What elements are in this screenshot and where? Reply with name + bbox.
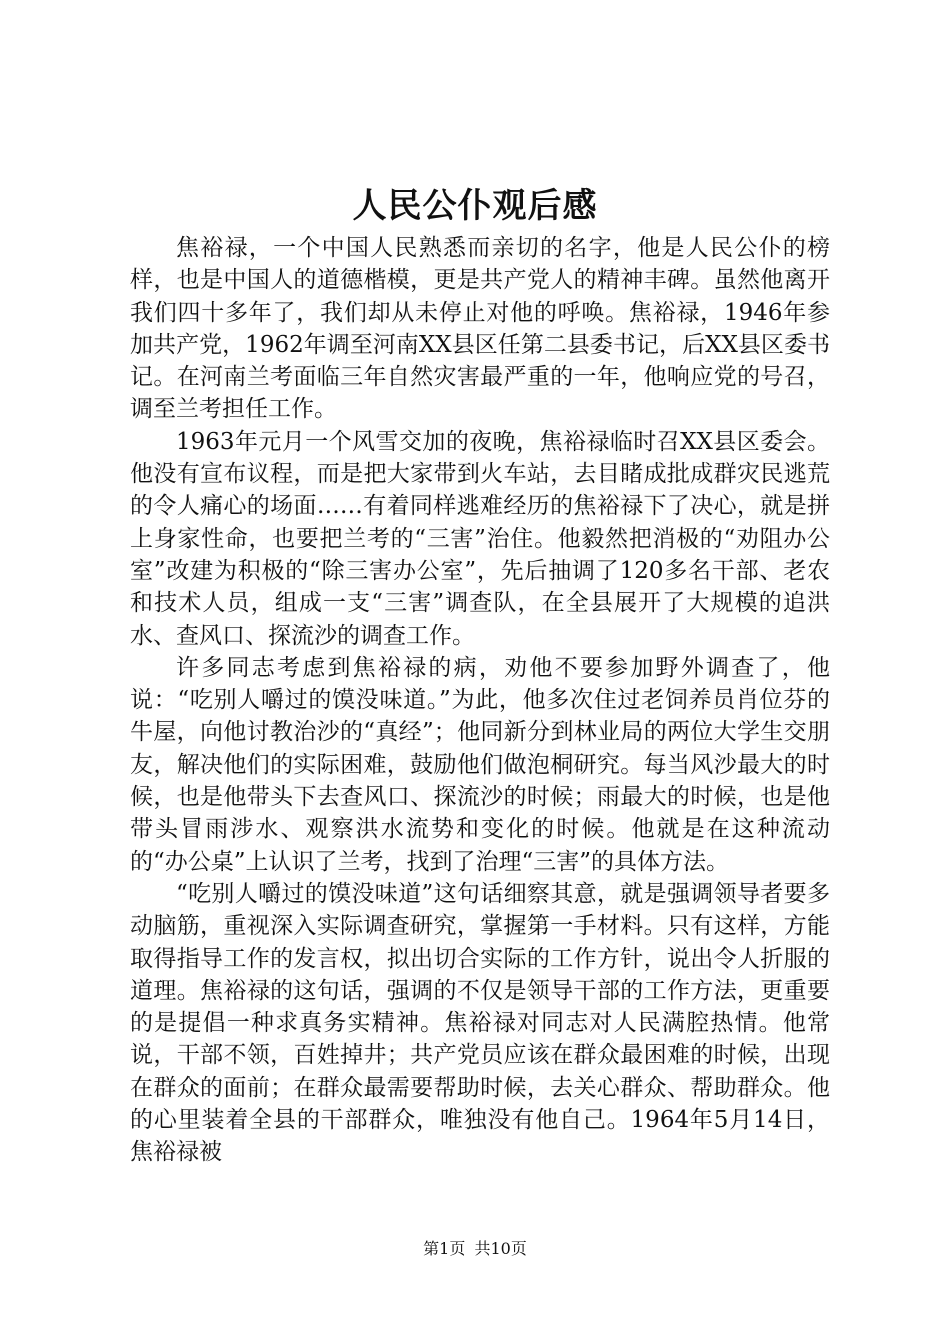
paragraph-1: 焦裕禄，一个中国人民熟悉而亲切的名字，他是人民公仆的榜样，也是中国人的道德楷模，更是共产党人的精神丰碑。虽然他离开我们四十多年了，我们却从未停止对他的呼唤。焦裕禄，1946年参加共产党，1962年调至河南XX县区任第二县委书记，后XX县区委书记。在河南兰考面临三年自然灾害最严重的一年，他响应党的号召，调至兰考担任工作。	[130, 235, 830, 423]
document-title: 人民公仆观后感	[352, 186, 598, 226]
paragraph-4: “吃别人嚼过的馍没味道”这句话细察其意，就是强调领导者要多动脑筋，重视深入实际调查研究，掌握第一手材料。只有这样，方能取得指导工作的发言权，拟出切合实际的工作方针，说出令人折服的道理。焦裕禄的这句话，强调的不仅是领导干部的工作方法，更重要的是提倡一种求真务实精神。焦裕禄对同志对人民满腔热情。他常说，干部不领，百姓掉井；共产党员应该在群众最困难的时候，出现在群众的面前；在群众最需要帮助时候，去关心群众、帮助群众。他的心里装着全县的干部群众，唯独没有他自己。1964年5月14日，焦裕禄被	[130, 880, 830, 1166]
page-footer	[0, 1238, 950, 1260]
page-total: 共10页	[474, 1239, 527, 1258]
document-body	[130, 232, 830, 1169]
paragraph-3: 许多同志考虑到焦裕禄的病，劝他不要参加野外调查了，他说：“吃别人嚼过的馍没味道。”为此，他多次住过老饲养员肖位芬的牛屋，向他讨教治沙的“真经”；他同新分到林业局的两位大学生交朋友，解决他们的实际困难，鼓励他们做泡桐研究。每当风沙最大的时候，也是他带头下去查风口、探流沙的时候；雨最大的时候，也是他带头冒雨涉水、观察洪水流势和变化的时候。他就是在这种流动的“办公桌”上认识了兰考，找到了治理“三害”的具体方法。	[130, 654, 830, 875]
paragraph-2: 1963年元月一个风雪交加的夜晚，焦裕禄临时召XX县区委会。他没有宣布议程，而是把大家带到火车站，去目睹成批成群灾民逃荒的令人痛心的场面……有着同样逃难经历的焦裕禄下了决心，就是拼上身家性命，也要把兰考的“三害”治住。他毅然把消极的“劝阻办公室”改建为积极的“除三害办公室”，先后抽调了120多名干部、老农和技术人员，组成一支“三害”调查队，在全县展开了大规模的追洪水、查风口、探流沙的调查工作。	[130, 428, 830, 649]
page-number: 第1页	[423, 1239, 466, 1258]
